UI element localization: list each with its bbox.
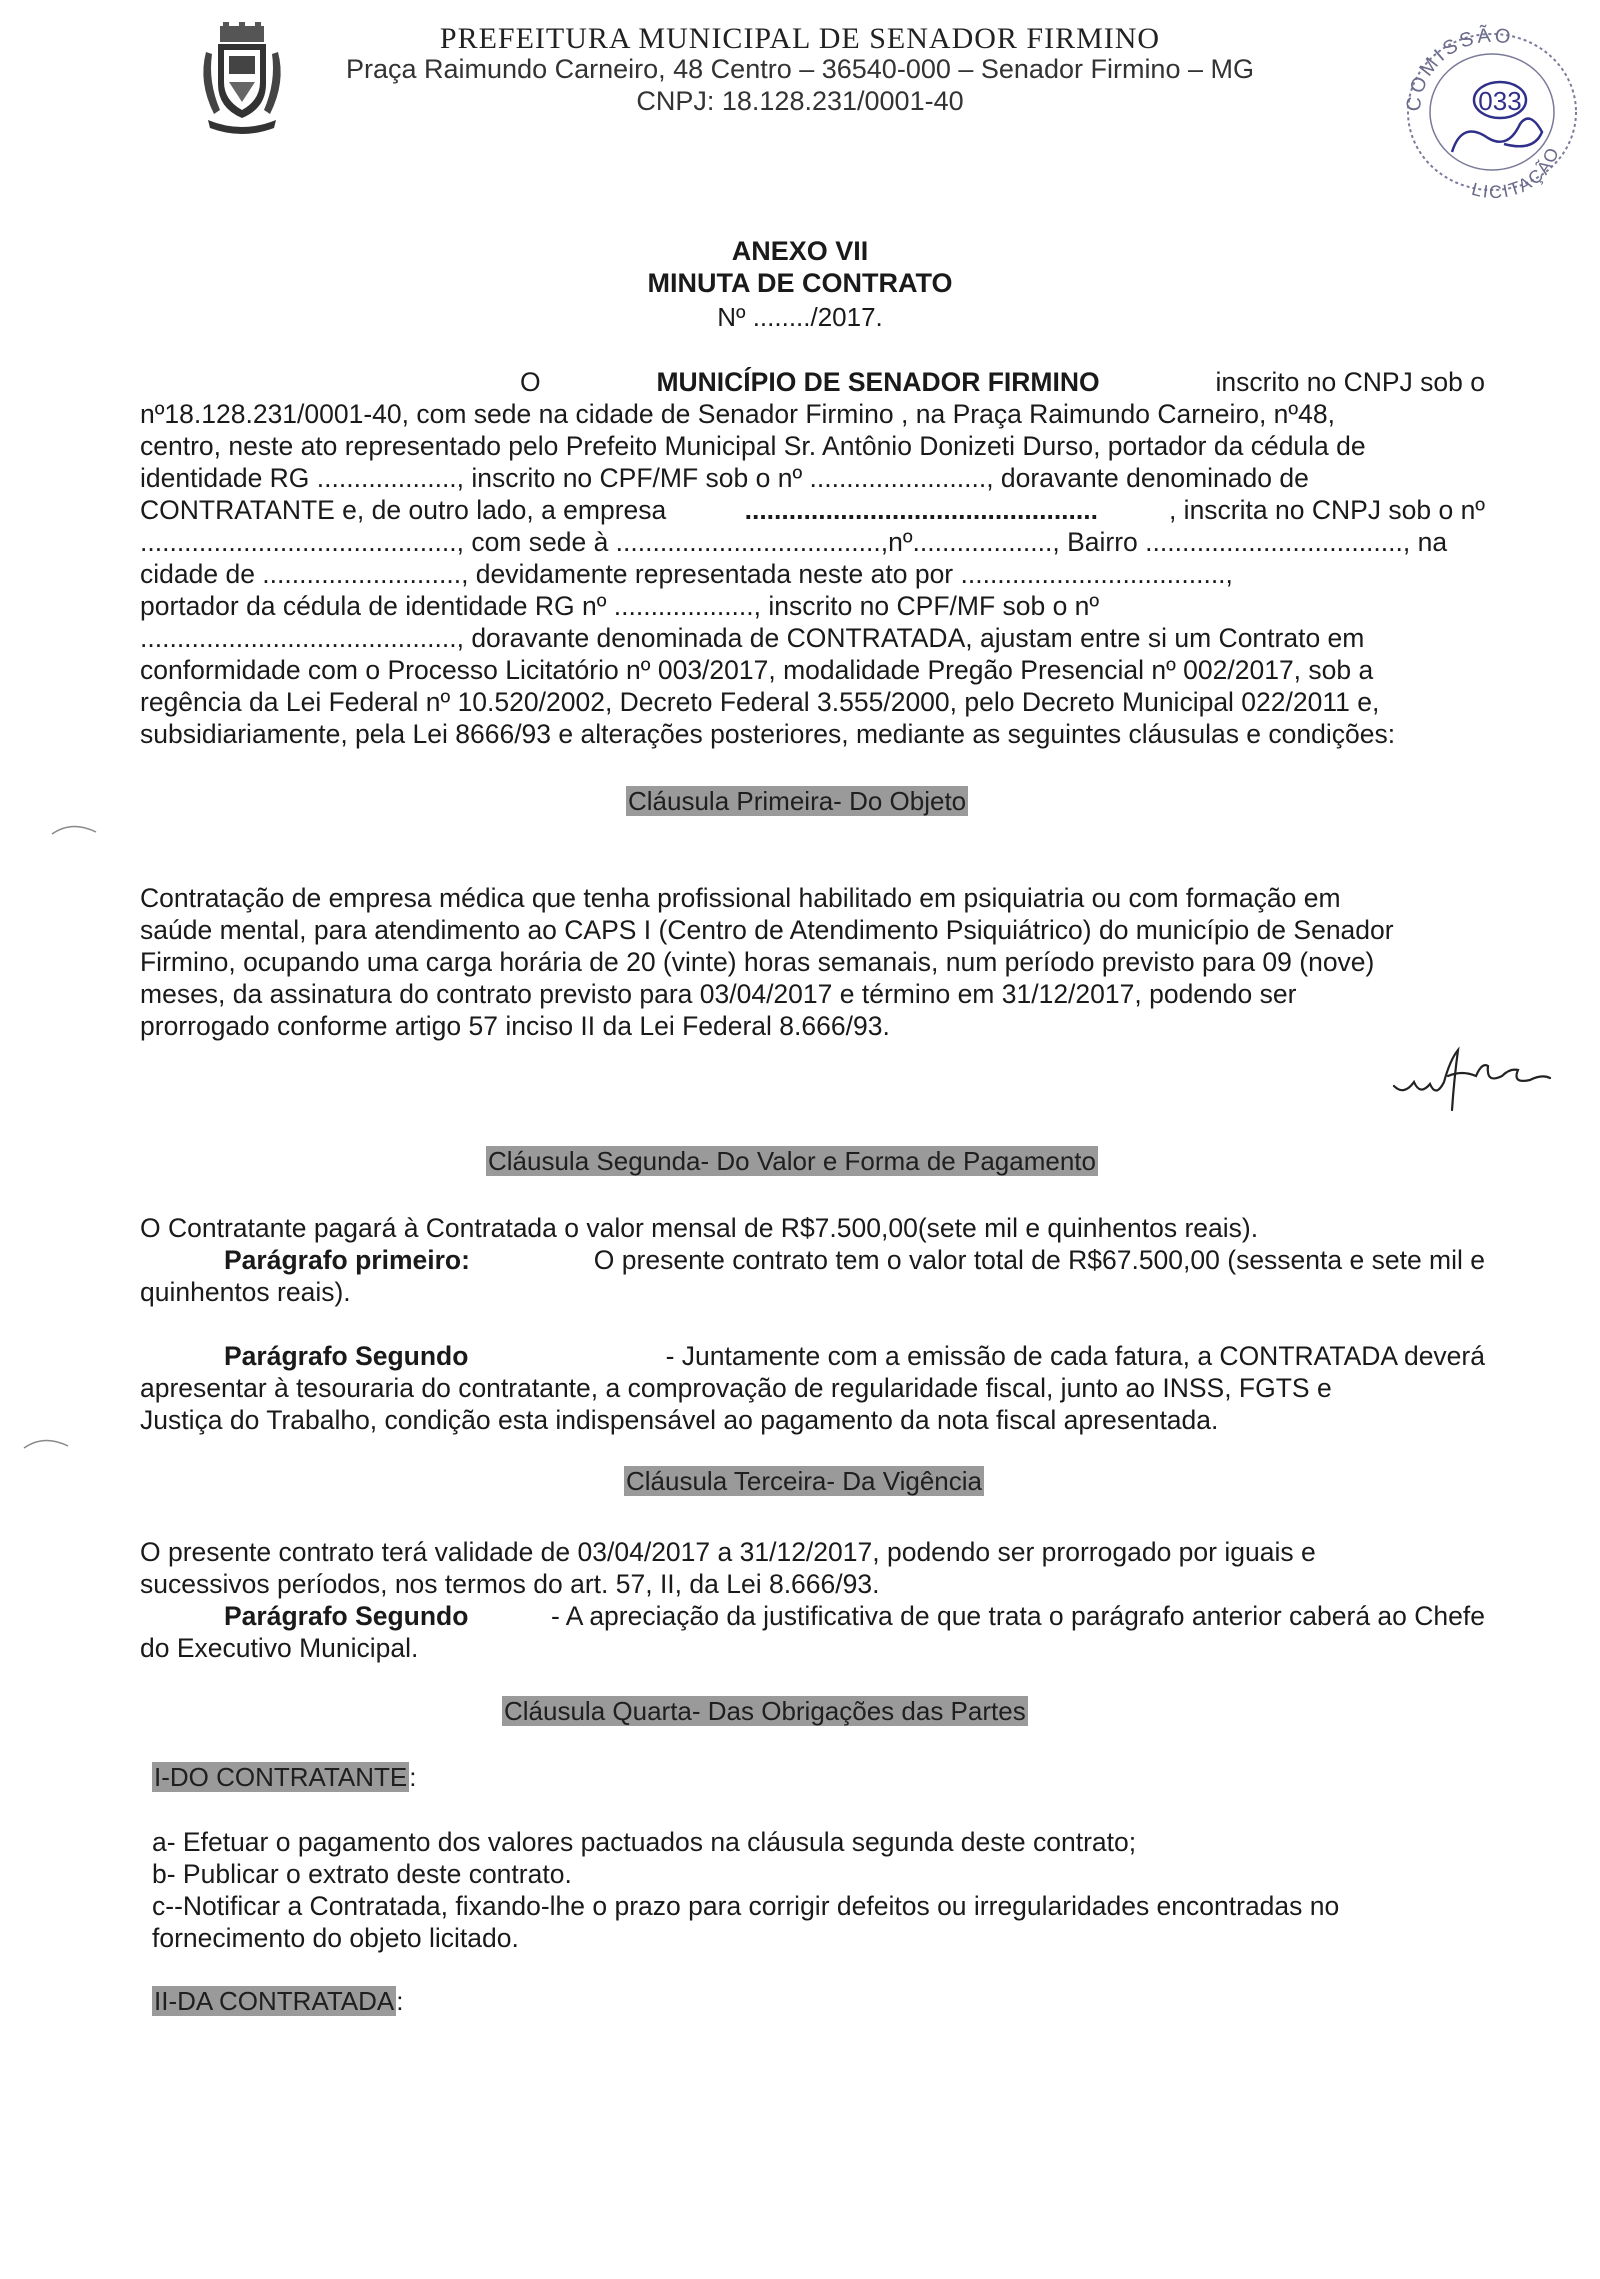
clause-2-heading [486,1146,1098,1177]
text-fragment: regência da Lei Federal nº 10.520/2002, Decreto Federal 3.555/2000, pelo Decreto Municipal 022/2011 e, [140,687,1380,717]
clause-1-heading [626,786,968,817]
clause-1-line-5: prorrogado conforme artigo 57 inciso II da Lei Federal 8.666/93. [140,1011,890,1041]
text-fragment: Contratação de empresa médica que tenha profissional habilitado em psiquiatria ou com formação em [140,883,1341,913]
text-fragment: O [520,367,548,397]
clause-3-heading-text: Cláusula Terceira- Da Vigência [626,1466,983,1496]
header-address: Praça Raimundo Carneiro, 48 Centro – 36540-000 – Senador Firmino – MG [346,54,1254,84]
clause-3-line-1 [140,1536,1485,1568]
text-fragment: - A apreciação da justificativa de que trata o parágrafo anterior caberá ao Chefe [551,1601,1485,1631]
text-fragment: identidade RG ..................., inscrito no CPF/MF sob o nº ........................, doravante denominado de [140,463,1309,493]
heading-colon: : [396,1986,404,2016]
preamble-line-12 [140,718,1485,750]
paragraph-label: Parágrafo Segundo [224,1601,469,1631]
clause-3-paragraph-cont: do Executivo Municipal. [140,1633,419,1663]
preamble-line-6 [140,526,1485,558]
paragraph-label: Parágrafo primeiro: [224,1245,470,1275]
text-fragment: ..........................................., com sede à ....................................,nº..................., Bairro ..................................., na [140,527,1448,557]
clause-1-heading-text: Cláusula Primeira- Do Objeto [628,786,967,816]
preamble-line-9 [140,622,1485,654]
clause-1-line-4 [140,978,1485,1010]
text-fragment: meses, da assinatura do contrato previsto para 03/04/2017 e término em 31/12/2017, podendo ser [140,979,1297,1009]
clause-1-line-1 [140,882,1485,914]
clause-2-paragraph-2-line-3: Justiça do Trabalho, condição esta indispensável ao pagamento da nota fiscal apresentada. [140,1405,1219,1435]
text-fragment: nº18.128.231/0001-40, com sede na cidade de Senador Firmino , na Praça Raimundo Carneiro, nº48, [140,399,1335,429]
text-fragment: saúde mental, para atendimento ao CAPS I (Centro de Atendimento Psiquiátrico) do município de Senador [140,915,1394,945]
clause-3-paragraph [224,1600,1485,1632]
clause-3-line-2: sucessivos períodos, nos termos do art. 57, II, da Lei 8.666/93. [140,1569,880,1599]
contractor-obligations-heading [152,1762,416,1793]
scan-mark-icon [50,818,100,838]
text-fragment: O presente contrato terá validade de 03/04/2017 a 31/12/2017, podendo ser prorrogado por iguais e [140,1537,1316,1567]
text-fragment: centro, neste ato representado pelo Prefeito Municipal Sr. Antônio Donizeti Durso, portador da cédula de [140,431,1366,461]
header-organization: PREFEITURA MUNICIPAL DE SENADOR FIRMINO [439,22,1161,55]
text-fragment: - Juntamente com a emissão de cada fatura, a CONTRATADA deverá [658,1341,1485,1371]
text-fragment: , inscrita no CNPJ sob o nº [1168,495,1485,525]
company-blank: ................................................ [744,495,1098,525]
stamp-seal-icon [1392,20,1592,200]
preamble-line-5 [140,494,1485,526]
section-heading-text: II-DA CONTRATADA [154,1986,395,2016]
clause-2-paragraph-2-line-2 [140,1372,1485,1404]
text-fragment: O presente contrato tem o valor total de R$67.500,00 (sessenta e sete mil e [586,1245,1485,1275]
text-fragment: portador da cédula de identidade RG nº ..................., inscrito no CPF/MF sob o nº [140,591,1100,621]
section-heading-text: I-DO CONTRATANTE [154,1762,408,1792]
clause-1-line-3 [140,946,1485,978]
obligation-item-a: a- Efetuar o pagamento dos valores pactuados na cláusula segunda deste contrato; [152,1827,1137,1857]
commission-stamp [1392,20,1592,200]
clause-2-paragraph-2 [224,1340,1485,1372]
clause-1-line-2 [140,914,1485,946]
contracted-obligations-heading [152,1986,404,2017]
preamble-line-10 [140,654,1485,686]
text-fragment: c--Notificar a Contratada, fixando-lhe o prazo para corrigir defeitos ou irregularidades encontradas no [152,1891,1340,1921]
municipality-name: MUNICÍPIO DE SENADOR FIRMINO [656,367,1100,397]
clause-2-line-1: O Contratante pagará à Contratada o valor mensal de R$7.500,00(sete mil e quinhentos reais). [140,1213,1259,1243]
svg-text:LICITAÇÃO: LICITAÇÃO [1469,143,1564,200]
preamble-line-11 [140,686,1485,718]
text-fragment: CONTRATANTE e, de outro lado, a empresa [140,495,674,525]
preamble-line-1 [520,366,1485,398]
text-fragment: inscrito no CNPJ sob o [1208,367,1485,397]
initials-signature-icon [1390,1040,1560,1120]
obligation-item-b: b- Publicar o extrato deste contrato. [152,1859,572,1889]
contract-number: Nº ......../2017. [717,302,883,332]
obligation-item-c-cont: fornecimento do objeto licitado. [152,1923,519,1953]
svg-text:033: 033 [1478,86,1522,116]
preamble-line-2 [140,398,1485,430]
clause-2-paragraph-1-cont: quinhentos reais). [140,1277,351,1307]
preamble-line-7 [140,558,1485,590]
preamble-line-4 [140,462,1485,494]
clause-4-heading [502,1696,1028,1727]
heading-colon: : [409,1762,417,1792]
text-fragment: conformidade com o Processo Licitatório nº 003/2017, modalidade Pregão Presencial nº 002/2017, sob a [140,655,1374,685]
preamble-line-8 [140,590,1485,622]
municipal-coat-of-arms-icon [196,22,288,140]
text-fragment: Firmino, ocupando uma carga horária de 20 (vinte) horas semanais, num período previsto para 09 (nove) [140,947,1375,977]
text-fragment: apresentar à tesouraria do contratante, a comprovação de regularidade fiscal, junto ao INSS, FGTS e [140,1373,1332,1403]
preamble-line-3 [140,430,1485,462]
clause-3-heading [624,1466,984,1497]
header-cnpj: CNPJ: 18.128.231/0001-40 [636,86,964,116]
contract-title: MINUTA DE CONTRATO [647,268,953,298]
clause-4-heading-text: Cláusula Quarta- Das Obrigações das Partes [504,1696,1026,1726]
paragraph-label: Parágrafo Segundo [224,1341,469,1371]
svg-text:COMISSÃO: COMISSÃO [1402,24,1515,113]
text-fragment: ..........................................., doravante denominada de CONTRATADA, ajustam entre si um Contrato em [140,623,1365,653]
obligation-item-c [152,1890,1485,1922]
text-fragment: cidade de ..........................., devidamente representada neste ato por ...................................., [140,559,1233,589]
annex-title: ANEXO VII [731,236,869,266]
scan-mark-icon [22,1432,72,1452]
text-fragment: subsidiariamente, pela Lei 8666/93 e alterações posteriores, mediante as seguintes cláusulas e condições: [140,719,1396,749]
clause-2-heading-text: Cláusula Segunda- Do Valor e Forma de Pagamento [488,1146,1096,1176]
clause-2-paragraph-1 [224,1244,1485,1276]
